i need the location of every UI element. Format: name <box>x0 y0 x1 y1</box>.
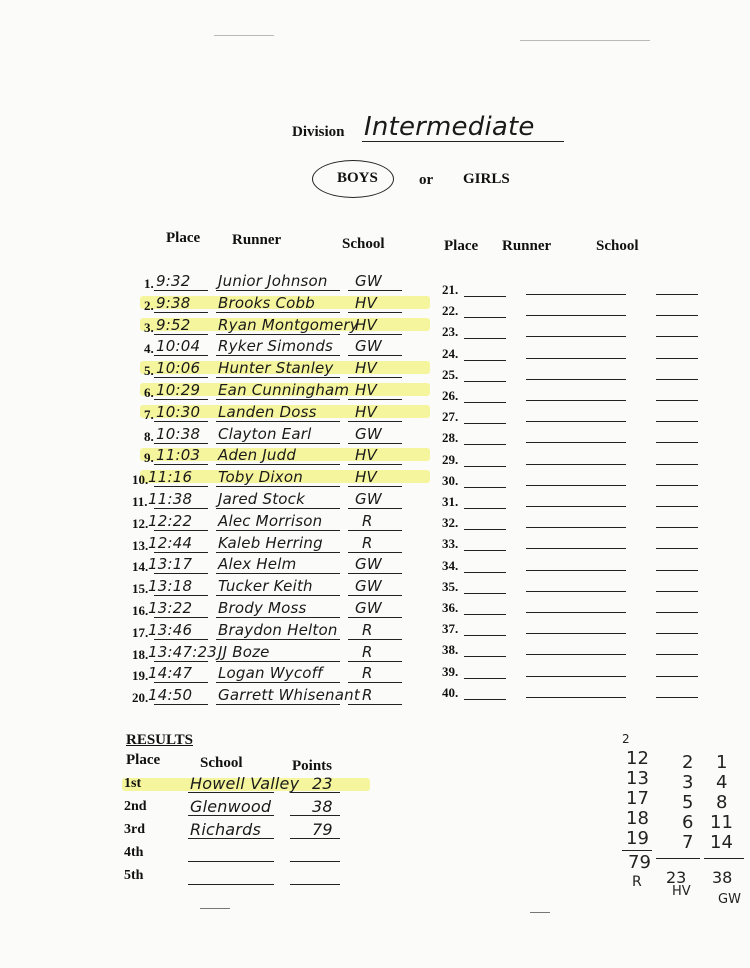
entry-runner-line <box>216 530 340 531</box>
entry-time-line <box>154 334 208 335</box>
result-school-line <box>188 884 274 885</box>
entry-school-line <box>348 573 402 574</box>
result-school-line <box>188 861 274 862</box>
entry-place: 2. <box>144 298 154 313</box>
result-points-line <box>290 861 340 862</box>
empty-runner-line <box>526 676 626 677</box>
tally-col1: 12 <box>626 748 649 769</box>
entry-school: GW <box>355 555 382 573</box>
entry-school-line <box>348 399 402 400</box>
entry-time-line <box>154 355 208 356</box>
result-school-line <box>188 792 274 793</box>
tally-col2: 6 <box>682 812 694 833</box>
entry-school-line <box>348 661 402 662</box>
entry-school: HV <box>355 446 377 464</box>
entry-place: 11. <box>132 494 148 509</box>
entry-time: 11:03 <box>156 446 201 464</box>
girls-label: GIRLS <box>463 171 510 187</box>
entry-school-line <box>348 355 402 356</box>
entry-runner-line <box>216 486 340 487</box>
tally-col3: 4 <box>716 772 728 793</box>
entry-school-line <box>348 595 402 596</box>
entry-time: 10:30 <box>156 403 201 421</box>
empty-place: 24. <box>442 346 459 361</box>
entry-runner-line <box>216 377 340 378</box>
empty-runner-line <box>526 358 626 359</box>
entry-runner: Toby Dixon <box>218 468 303 486</box>
entry-time: 10:06 <box>156 359 201 377</box>
right-runner-header: Runner <box>502 238 552 254</box>
entry-school-line <box>348 464 402 465</box>
right-place-header: Place <box>444 238 479 254</box>
entry-school: R <box>362 534 373 552</box>
result-points-line <box>290 838 340 839</box>
result-school-line <box>188 838 274 839</box>
empty-place-line <box>464 402 506 403</box>
entry-school-line <box>348 639 402 640</box>
entry-time-line <box>154 464 208 465</box>
empty-place: 28. <box>442 430 459 445</box>
left-runner-header: Runner <box>232 232 282 248</box>
entry-time: 13:46 <box>148 621 193 639</box>
result-place: 3rd <box>124 822 145 837</box>
empty-place-line <box>464 699 506 700</box>
entry-runner-line <box>216 617 340 618</box>
entry-place: 18. <box>132 647 149 662</box>
empty-place: 22. <box>442 303 459 318</box>
entry-runner: Junior Johnson <box>218 272 328 290</box>
empty-place: 33. <box>442 536 459 551</box>
empty-school-line <box>656 294 698 295</box>
empty-runner-line <box>526 336 626 337</box>
division-value: Intermediate <box>364 112 535 142</box>
entry-runner-line <box>216 552 340 553</box>
scan-speck <box>520 40 650 41</box>
empty-runner-line <box>526 400 626 401</box>
entry-school-line <box>348 312 402 313</box>
entry-runner: Ryan Montgomery <box>218 316 359 334</box>
empty-runner-line <box>526 442 626 443</box>
right-school-header: School <box>596 238 639 254</box>
tally-col2-label: HV <box>672 884 691 899</box>
empty-place-line <box>464 444 506 445</box>
empty-school-line <box>656 548 698 549</box>
empty-school-line <box>656 358 698 359</box>
left-school-header: School <box>342 236 385 252</box>
result-points: 38 <box>312 797 333 816</box>
empty-runner-line <box>526 633 626 634</box>
entry-place: 16. <box>132 603 149 618</box>
tally-col1: 19 <box>626 828 649 849</box>
entry-runner: Garrett Whisenant <box>218 686 360 704</box>
entry-school: GW <box>355 577 382 595</box>
entry-time-line <box>154 617 208 618</box>
entry-time-line <box>154 595 208 596</box>
entry-runner: Jared Stock <box>218 490 306 508</box>
entry-time: 9:32 <box>156 272 191 290</box>
entry-runner-line <box>216 704 340 705</box>
entry-place: 12. <box>132 516 149 531</box>
entry-time-line <box>154 639 208 640</box>
entry-runner: Alex Helm <box>218 555 297 573</box>
entry-place: 10. <box>132 472 149 487</box>
empty-place: 36. <box>442 600 459 615</box>
empty-place-line <box>464 614 506 615</box>
empty-place: 39. <box>442 664 459 679</box>
empty-school-line <box>656 315 698 316</box>
empty-school-line <box>656 421 698 422</box>
result-points: 79 <box>312 820 333 839</box>
entry-runner: Brody Moss <box>218 599 307 617</box>
entry-time-line <box>154 573 208 574</box>
entry-place: 20. <box>132 690 149 705</box>
entry-time: 12:22 <box>148 512 193 530</box>
entry-time-line <box>154 377 208 378</box>
entry-school-line <box>348 334 402 335</box>
empty-place: 38. <box>442 642 459 657</box>
entry-place: 6. <box>144 385 154 400</box>
entry-time-line <box>154 552 208 553</box>
scan-speck <box>200 908 230 909</box>
empty-place-line <box>464 296 506 297</box>
empty-runner-line <box>526 548 626 549</box>
entry-place: 14. <box>132 559 149 574</box>
empty-place: 29. <box>442 452 459 467</box>
empty-place: 25. <box>442 367 459 382</box>
empty-runner-line <box>526 591 626 592</box>
entry-runner: Brooks Cobb <box>218 294 315 312</box>
entry-runner: Ean Cunningham <box>218 381 350 399</box>
empty-runner-line <box>526 315 626 316</box>
empty-runner-line <box>526 654 626 655</box>
entry-runner-line <box>216 464 340 465</box>
empty-place-line <box>464 529 506 530</box>
tally-col2: 2 <box>682 752 694 773</box>
empty-place-line <box>464 593 506 594</box>
tally-col2-total: 23 <box>666 868 687 887</box>
empty-place: 35. <box>442 579 459 594</box>
division-label: Division <box>292 124 345 140</box>
entry-runner: Hunter Stanley <box>218 359 334 377</box>
tally-col2-line <box>656 858 700 859</box>
tally-col1-label: R <box>632 874 642 890</box>
entry-time-line <box>154 312 208 313</box>
tally-col2: 7 <box>682 832 694 853</box>
entry-time: 12:44 <box>148 534 193 552</box>
entry-school: HV <box>355 381 377 399</box>
entry-place: 7. <box>144 407 154 422</box>
empty-school-line <box>656 527 698 528</box>
result-place: 4th <box>124 845 144 860</box>
entry-runner: Ryker Simonds <box>218 337 334 355</box>
entry-time: 11:16 <box>148 468 193 486</box>
entry-school: HV <box>355 403 377 421</box>
result-points-line <box>290 884 340 885</box>
empty-place-line <box>464 381 506 382</box>
entry-runner-line <box>216 639 340 640</box>
entry-school: GW <box>355 490 382 508</box>
empty-runner-line <box>526 527 626 528</box>
empty-school-line <box>656 506 698 507</box>
empty-school-line <box>656 633 698 634</box>
entry-school-line <box>348 617 402 618</box>
empty-place: 27. <box>442 409 459 424</box>
entry-place: 15. <box>132 581 149 596</box>
empty-school-line <box>656 336 698 337</box>
or-label: or <box>419 172 434 188</box>
entry-runner-line <box>216 355 340 356</box>
empty-place: 40. <box>442 685 459 700</box>
entry-school: R <box>362 512 373 530</box>
empty-place: 32. <box>442 515 459 530</box>
entry-runner-line <box>216 508 340 509</box>
empty-runner-line <box>526 464 626 465</box>
entry-place: 19. <box>132 668 149 683</box>
empty-school-line <box>656 697 698 698</box>
empty-place-line <box>464 572 506 573</box>
entry-school: HV <box>355 359 377 377</box>
entry-runner: Clayton Earl <box>218 425 312 443</box>
entry-runner-line <box>216 573 340 574</box>
entry-place: 17. <box>132 625 149 640</box>
entry-school-line <box>348 530 402 531</box>
tally-col1: 18 <box>626 808 649 829</box>
entry-time-line <box>154 421 208 422</box>
entry-school: R <box>362 664 373 682</box>
entry-runner-line <box>216 312 340 313</box>
entry-time: 9:52 <box>156 316 191 334</box>
empty-runner-line <box>526 379 626 380</box>
entry-runner: Tucker Keith <box>218 577 313 595</box>
entry-runner: Logan Wycoff <box>218 664 323 682</box>
tally-col3: 1 <box>716 752 728 773</box>
entry-school: GW <box>355 272 382 290</box>
empty-place-line <box>464 635 506 636</box>
entry-time: 13:18 <box>148 577 193 595</box>
entry-place: 3. <box>144 320 154 335</box>
entry-time-line <box>154 530 208 531</box>
entry-school-line <box>348 682 402 683</box>
entry-time: 9:38 <box>156 294 191 312</box>
entry-runner-line <box>216 595 340 596</box>
empty-place: 30. <box>442 473 459 488</box>
tally-col3-label: GW <box>718 892 741 907</box>
empty-runner-line <box>526 294 626 295</box>
results-title: RESULTS <box>126 732 193 748</box>
empty-school-line <box>656 442 698 443</box>
entry-place: 5. <box>144 363 154 378</box>
empty-school-line <box>656 570 698 571</box>
tally-col1-line <box>622 850 652 851</box>
empty-place-line <box>464 360 506 361</box>
entry-runner: Kaleb Herring <box>218 534 323 552</box>
scan-speck <box>530 912 550 913</box>
entry-time-line <box>154 443 208 444</box>
entry-school-line <box>348 290 402 291</box>
empty-school-line <box>656 400 698 401</box>
entry-runner-line <box>216 421 340 422</box>
entry-school: HV <box>355 294 377 312</box>
empty-runner-line <box>526 506 626 507</box>
result-points: 23 <box>312 774 333 793</box>
tally-col1: 17 <box>626 788 649 809</box>
entry-school-line <box>348 443 402 444</box>
empty-place-line <box>464 317 506 318</box>
results-points-header: Points <box>292 758 333 774</box>
entry-school-line <box>348 704 402 705</box>
entry-time: 10:29 <box>156 381 201 399</box>
entry-time: 14:47 <box>148 664 193 682</box>
tally-col3: 8 <box>716 792 728 813</box>
entry-time-line <box>154 661 208 662</box>
entry-runner-line <box>216 661 340 662</box>
entry-school: HV <box>355 468 377 486</box>
entry-runner: Landen Doss <box>218 403 317 421</box>
entry-school-line <box>348 421 402 422</box>
tally-col3-total: 38 <box>712 868 733 887</box>
empty-runner-line <box>526 421 626 422</box>
entry-time-line <box>154 704 208 705</box>
results-school-header: School <box>200 755 243 771</box>
tally-col1: 2 <box>622 732 630 746</box>
empty-place: 26. <box>442 388 459 403</box>
entry-school: R <box>362 643 373 661</box>
entry-time: 11:38 <box>148 490 193 508</box>
empty-place-line <box>464 550 506 551</box>
result-points-line <box>290 815 340 816</box>
tally-col1-total: 79 <box>628 852 651 873</box>
result-school: Howell Valley <box>190 774 300 793</box>
empty-runner-line <box>526 697 626 698</box>
entry-school-line <box>348 552 402 553</box>
entry-runner: JJ Boze <box>218 643 270 661</box>
tally-col3: 11 <box>710 812 733 833</box>
results-place-header: Place <box>126 752 161 768</box>
result-school: Glenwood <box>190 797 272 816</box>
empty-school-line <box>656 379 698 380</box>
entry-school: GW <box>355 425 382 443</box>
empty-place: 34. <box>442 558 459 573</box>
entry-school-line <box>348 508 402 509</box>
tally-col2: 5 <box>682 792 694 813</box>
result-place: 5th <box>124 868 144 883</box>
entry-time-line <box>154 486 208 487</box>
entry-time: 10:04 <box>156 337 201 355</box>
entry-school: GW <box>355 337 382 355</box>
tally-col2: 3 <box>682 772 694 793</box>
entry-time-line <box>154 399 208 400</box>
empty-school-line <box>656 591 698 592</box>
empty-place-line <box>464 678 506 679</box>
entry-time: 10:38 <box>156 425 201 443</box>
empty-place: 37. <box>442 621 459 636</box>
entry-runner-line <box>216 443 340 444</box>
empty-place-line <box>464 423 506 424</box>
empty-place: 23. <box>442 324 459 339</box>
left-place-header: Place <box>166 230 201 246</box>
empty-school-line <box>656 612 698 613</box>
entry-place: 1. <box>144 276 154 291</box>
empty-place-line <box>464 487 506 488</box>
result-points-line <box>290 792 340 793</box>
entry-runner-line <box>216 399 340 400</box>
entry-runner-line <box>216 290 340 291</box>
empty-runner-line <box>526 570 626 571</box>
empty-place: 31. <box>442 494 459 509</box>
empty-place-line <box>464 466 506 467</box>
result-place: 1st <box>124 776 142 791</box>
boys-label: BOYS <box>337 170 378 186</box>
tally-col1: 13 <box>626 768 649 789</box>
entry-school: GW <box>355 599 382 617</box>
entry-time-line <box>154 290 208 291</box>
entry-time: 13:22 <box>148 599 193 617</box>
entry-place: 9. <box>144 450 154 465</box>
empty-school-line <box>656 654 698 655</box>
entry-time: 13:17 <box>148 555 193 573</box>
empty-school-line <box>656 464 698 465</box>
entry-time: 14:50 <box>148 686 193 704</box>
entry-runner: Alec Morrison <box>218 512 323 530</box>
entry-place: 4. <box>144 341 154 356</box>
entry-place: 8. <box>144 429 154 444</box>
result-school-line <box>188 815 274 816</box>
entry-runner: Braydon Helton <box>218 621 338 639</box>
entry-runner: Aden Judd <box>218 446 297 464</box>
empty-runner-line <box>526 612 626 613</box>
entry-school-line <box>348 486 402 487</box>
empty-place: 21. <box>442 282 459 297</box>
entry-school: HV <box>355 316 377 334</box>
entry-time-line <box>154 508 208 509</box>
result-place: 2nd <box>124 799 147 814</box>
scan-speck <box>214 35 274 36</box>
tally-col3: 14 <box>710 832 733 853</box>
empty-runner-line <box>526 485 626 486</box>
result-school: Richards <box>190 820 261 839</box>
entry-school-line <box>348 377 402 378</box>
tally-col3-line <box>704 858 744 859</box>
division-underline <box>362 141 564 142</box>
empty-place-line <box>464 338 506 339</box>
entry-runner-line <box>216 334 340 335</box>
empty-place-line <box>464 508 506 509</box>
entry-school: R <box>362 621 373 639</box>
entry-school: R <box>362 686 373 704</box>
entry-time: 13:47:23 <box>148 643 217 661</box>
empty-school-line <box>656 485 698 486</box>
entry-runner-line <box>216 682 340 683</box>
empty-school-line <box>656 676 698 677</box>
empty-place-line <box>464 656 506 657</box>
entry-time-line <box>154 682 208 683</box>
entry-place: 13. <box>132 538 149 553</box>
